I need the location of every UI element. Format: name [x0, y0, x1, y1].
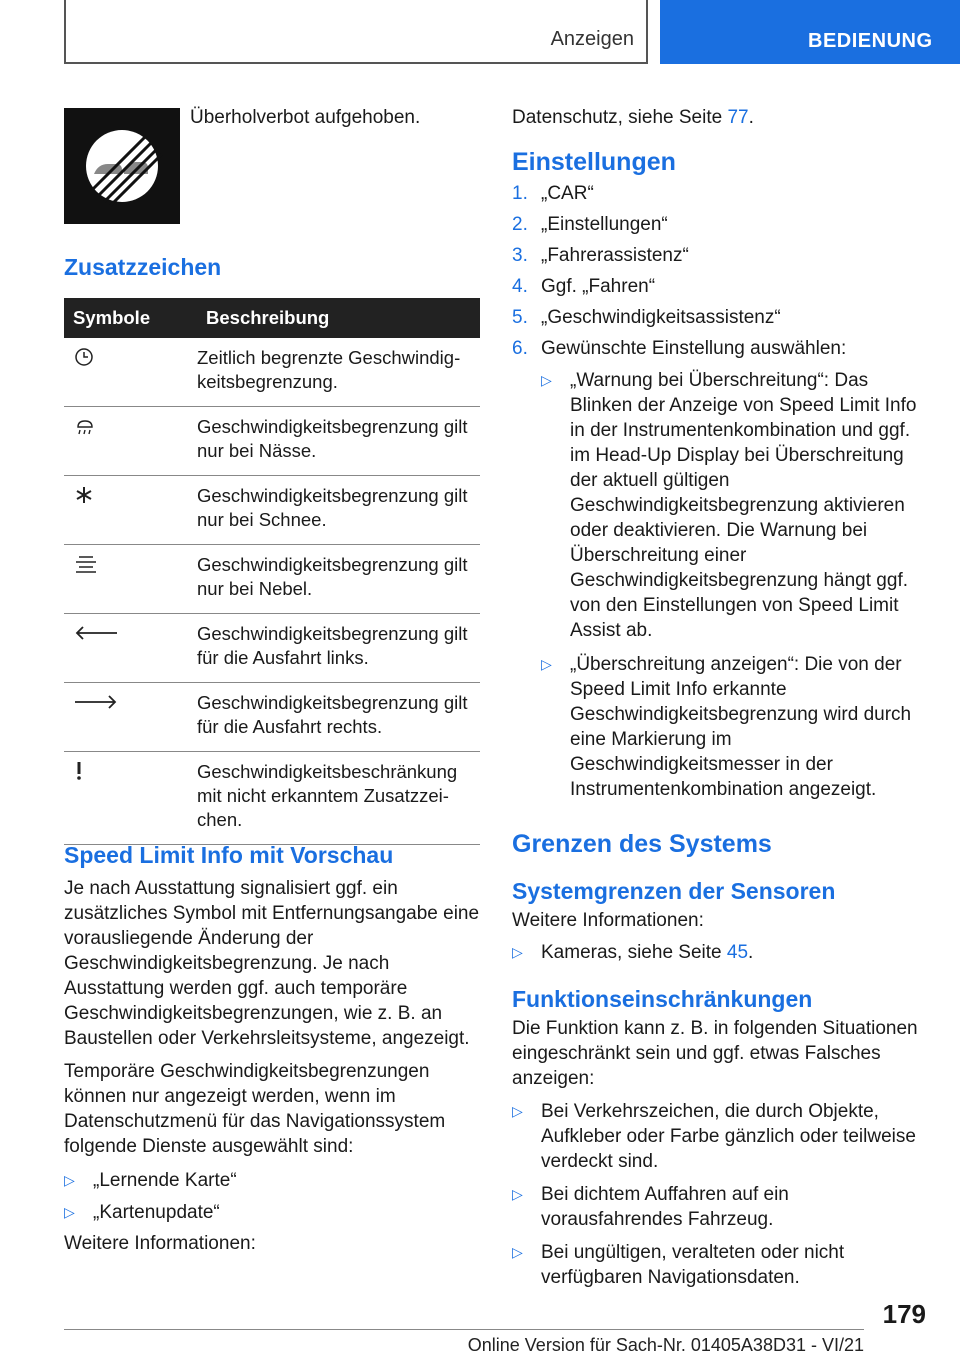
- table-row: [64, 752, 480, 845]
- list-item: ▷ Kameras, siehe Seite 45.: [512, 942, 754, 963]
- row-text: Geschwindigkeitsbegrenzung gilt nur bei Nebel.: [197, 545, 480, 614]
- list-item: 6. Gewünschte Einstellung auswählen:: [512, 338, 847, 359]
- footer-text: Online Version für Sach-Nr. 01405A38D31 - VI/21: [467, 1335, 864, 1355]
- preview-paragraph-2: Temporäre Geschwindigkeitsbegrenzungen können nur angezeigt werden, wenn im Datenschutzmenü für das Navigationssystem folgende Dienste ausgewählt sind:: [64, 1061, 446, 1157]
- row-text: Geschwindigkeitsbegrenzung gilt nur bei Schnee.: [197, 476, 480, 545]
- exclamation-icon: [73, 760, 85, 782]
- table-row: [64, 338, 480, 407]
- row-text: Geschwindigkeitsbeschränkung mit nicht erkanntem Zusatzzei-chen.: [197, 752, 480, 845]
- sensor-title: Systemgrenzen der Sensoren: [512, 878, 836, 904]
- list-item: ▷ Bei ungültigen, veralteten oder nicht verfügbaren Navigationsdaten.: [512, 1242, 845, 1288]
- sensor-more-info: Weitere Informationen:: [512, 910, 704, 931]
- table-row: [64, 407, 480, 476]
- sign-caption: Überholverbot aufgehoben.: [190, 107, 421, 128]
- list-item: 1. „CAR“: [512, 183, 594, 204]
- row-text: Zeitlich begrenzte Geschwindig-keitsbegrenzung.: [197, 338, 480, 407]
- func-title: Funktionseinschränkungen: [512, 986, 813, 1012]
- zusatz-title: Zusatzzeichen: [64, 254, 222, 280]
- list-item: ▷ „Lernende Karte“: [64, 1170, 237, 1191]
- table-row: [64, 545, 480, 614]
- privacy-page-link[interactable]: 77: [727, 107, 749, 128]
- header-chapter: BEDIENUNG: [808, 30, 933, 52]
- list-item: ▷ „Überschreitung anzeigen“: Die von der Speed Limit Info erkannte Geschwindigkeitsbegrenzung wird durch eine Markierung im Geschwindigkeitsmesser in der Instrumentenkombination angezeigt.: [541, 654, 912, 800]
- header-chapter-tab[interactable]: [660, 0, 960, 64]
- preview-title: Speed Limit Info mit Vorschau: [64, 842, 394, 868]
- arrow-right-icon: [73, 691, 119, 713]
- page-number: 179: [882, 1299, 926, 1329]
- header-section: Anzeigen: [550, 28, 634, 50]
- row-text: Geschwindigkeitsbegrenzung gilt für die Ausfahrt rechts.: [197, 683, 480, 752]
- camera-page-link[interactable]: 45: [726, 942, 749, 963]
- list-item: 5. „Geschwindigkeitsassistenz“: [512, 307, 781, 328]
- list-item: ▷ Bei dichtem Auffahren auf ein vorausfahrendes Fahrzeug.: [512, 1184, 789, 1230]
- row-text: Geschwindigkeitsbegrenzung gilt nur bei Nässe.: [197, 407, 480, 476]
- list-item: 4. Ggf. „Fahren“: [512, 276, 656, 297]
- func-intro: Die Funktion kann z. B. in folgenden Situationen eingeschränkt sein und ggf. etwas Falsches anzeigen:: [512, 1018, 918, 1089]
- list-item: ▷ Bei Verkehrszeichen, die durch Objekte, Aufkleber oder Farbe gänzlich oder teilweise verdeckt sind.: [512, 1101, 916, 1172]
- arrow-left-icon: [73, 622, 119, 644]
- table-header-description: Beschreibung: [197, 298, 480, 338]
- rain-icon: [73, 415, 97, 437]
- list-item: ▷ „Kartenupdate“: [64, 1202, 220, 1223]
- list-item: 3. „Fahrerassistenz“: [512, 245, 689, 266]
- more-info: Weitere Informationen:: [64, 1233, 256, 1254]
- list-item: 2. „Einstellungen“: [512, 214, 668, 235]
- fog-icon: [73, 553, 99, 575]
- footer-divider: [64, 1329, 864, 1330]
- settings-title: Einstellungen: [512, 148, 676, 176]
- table-row: [64, 476, 480, 545]
- table-row: [64, 614, 480, 683]
- no-overtaking-end-sign-icon: [64, 108, 180, 224]
- preview-paragraph-1: Je nach Ausstattung signalisiert ggf. ein zusätzliches Symbol mit Entfernungsangabe eine vorausliegende Änderung der Geschwindigkeitsbegrenzung. Je nach Ausstattung werden ggf. auch temporäre Geschwindigkeitsbegrenzungen, wie z. B. an Baustellen oder Verkehrsleitsysteme, angezeigt.: [64, 878, 480, 1049]
- snowflake-icon: [73, 484, 95, 506]
- table-row: [64, 683, 480, 752]
- clock-icon: [73, 346, 95, 368]
- row-text: Geschwindigkeitsbegrenzung gilt für die Ausfahrt links.: [197, 614, 480, 683]
- list-item: ▷ „Warnung bei Überschreitung“: Das Blinken der Anzeige von Speed Limit Info in der Instrumentenkombination und ggf. im Head-Up Display bei Überschreitung der aktuell gültigen Geschwindigkeitsbegrenzung aktivieren oder deaktivieren. Die Warnung bei Überschreitung einer Geschwindigkeitsbegrenzung hängt ggf. von den Einstellungen von Speed Limit Assist ab.: [541, 370, 917, 641]
- privacy-ref: Datenschutz, siehe Seite 77.: [512, 107, 754, 128]
- table-header-symbol: Symbole: [64, 298, 197, 338]
- zusatz-table: [64, 298, 480, 845]
- limits-title: Grenzen des Systems: [512, 830, 772, 858]
- header-section-box: [64, 0, 648, 64]
